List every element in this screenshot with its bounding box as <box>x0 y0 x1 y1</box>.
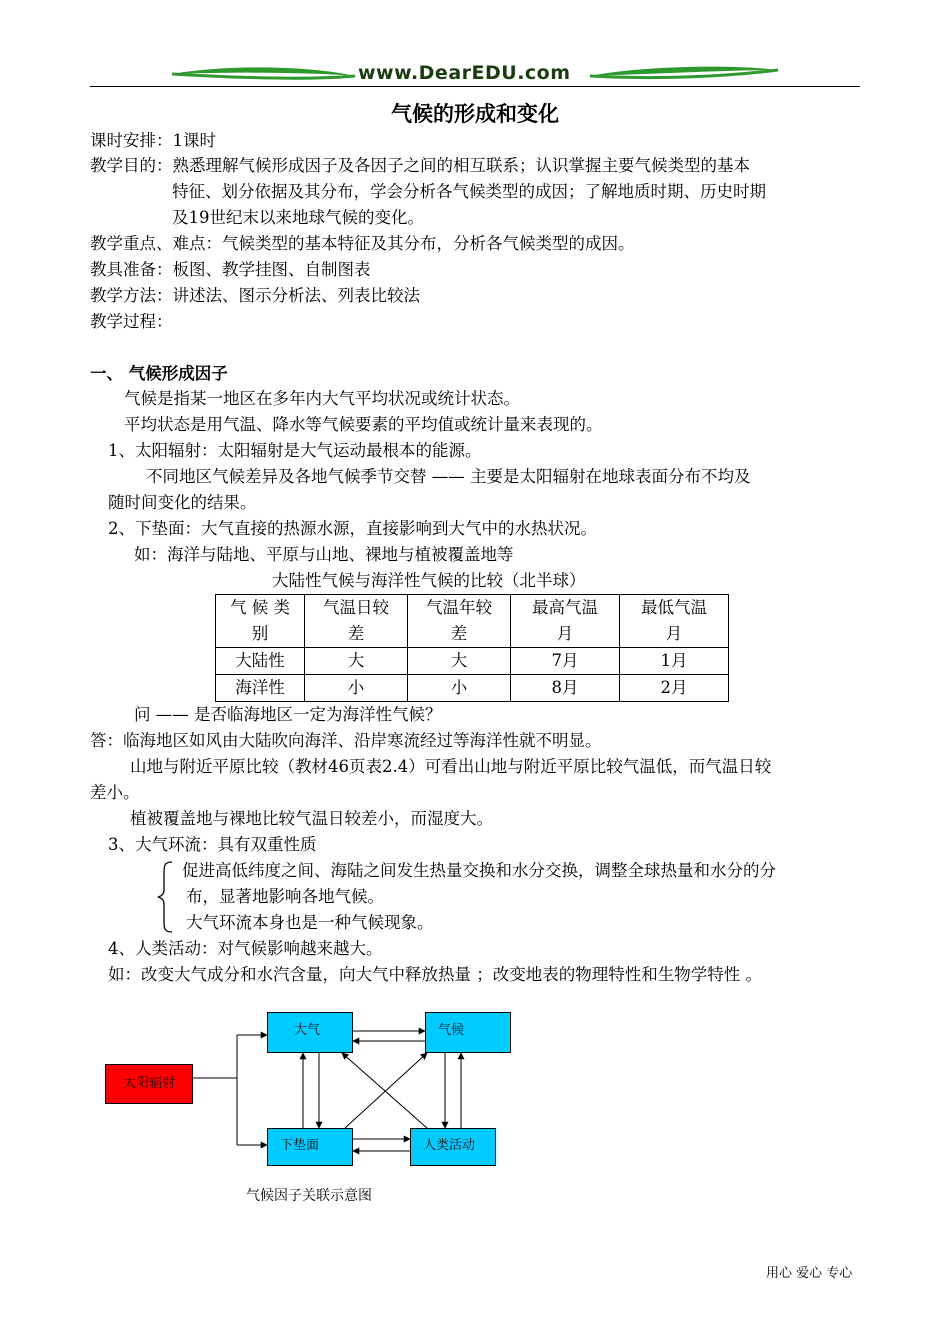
table-cell: 1月 <box>620 648 729 675</box>
mountain-line-1: 山地与附近平原比较（教材46页表2.4）可看出山地与附近平原比较气温低，而气温日较 <box>130 757 772 776</box>
factor-human: 4、人类活动：对气候影响越来越大。 <box>108 939 383 958</box>
table-cell: 7月 <box>511 648 620 675</box>
table-cell: 大 <box>305 648 408 675</box>
vegetation-line: 植被覆盖地与裸地比较气温日较差小，而湿度大。 <box>130 809 493 828</box>
table-cell: 8月 <box>511 675 620 702</box>
question: 问 —— 是否临海地区一定为海洋性气候？ <box>134 705 442 724</box>
node-atmosphere: 大气 <box>267 1012 353 1053</box>
table-header-cell: 气温年较 差 <box>408 595 511 648</box>
lesson-time: 课时安排：1课时 <box>90 131 216 150</box>
table-caption: 大陆性气候与海洋性气候的比较（北半球） <box>272 571 586 590</box>
factor-human-example: 如：改变大气成分和水汽含量，向大气中释放热量 ；改变地表的物理特性和生物学特性 。 <box>108 965 762 984</box>
tools: 教具准备：板图、教学挂图、自制图表 <box>90 260 371 279</box>
paragraph-definition: 气候是指某一地区在多年内大气平均状况或统计状态。 <box>124 389 520 408</box>
process: 教学过程： <box>90 312 173 331</box>
table-cell: 大陆性 <box>216 648 305 675</box>
factor-circulation: 3、大气环流：具有双重性质 <box>108 835 317 854</box>
table-cell: 小 <box>408 675 511 702</box>
left-brace <box>156 860 176 934</box>
circulation-a-line-2: 布，显著地影响各地气候。 <box>186 887 384 906</box>
page-title: 气候的形成和变化 <box>391 101 559 126</box>
table-row <box>216 675 729 702</box>
methods: 教学方法：讲述法、图示分析法、列表比较法 <box>90 286 420 305</box>
circulation-a-line-1: 促进高低纬度之间、海陆之间发生热量交换和水分交换，调整全球热量和水分的分 <box>182 861 776 880</box>
footer-text: 用心 爱心 专心 <box>766 1266 853 1281</box>
mountain-line-2: 差小。 <box>90 783 140 802</box>
table-row <box>216 648 729 675</box>
table-header-cell: 最高气温 月 <box>511 595 620 648</box>
factor-surface: 2、下垫面：大气直接的热源水源，直接影响到大气中的水热状况。 <box>108 519 597 538</box>
climate-comparison-table <box>215 594 729 702</box>
header-rule <box>90 86 860 87</box>
table-header-cell: 气温日较 差 <box>305 595 408 648</box>
purpose-line-3: 及19世纪末以来地球气候的变化。 <box>172 208 424 227</box>
factor-solar-detail-1: 不同地区气候差异及各地气候季节交替 —— 主要是太阳辐射在地球表面分布不均及 <box>146 467 751 486</box>
node-climate: 气候 <box>425 1012 511 1053</box>
table-cell: 海洋性 <box>216 675 305 702</box>
diagram-caption: 气候因子关联示意图 <box>246 1188 372 1204</box>
section-heading: 一、 气候形成因子 <box>90 364 228 383</box>
table-header-cell: 气 候 类 别 <box>216 595 305 648</box>
header-logo-text: www.DearEDU.com <box>358 62 571 84</box>
node-human: 人类活动 <box>410 1128 496 1166</box>
table-header-row <box>216 595 729 648</box>
node-surface: 下垫面 <box>267 1128 353 1166</box>
factor-solar-detail-2: 随时间变化的结果。 <box>108 493 257 512</box>
table-cell: 小 <box>305 675 408 702</box>
purpose-line-2: 特征、划分依据及其分布，学会分析各气候类型的成因；了解地质时期、历史时期 <box>172 182 766 201</box>
table-cell: 大 <box>408 648 511 675</box>
factor-surface-example: 如：海洋与陆地、平原与山地、裸地与植被覆盖地等 <box>134 545 514 564</box>
keypoints: 教学重点、难点：气候类型的基本特征及其分布，分析各气候类型的成因。 <box>90 234 635 253</box>
purpose-line-1: 教学目的：熟悉理解气候形成因子及各因子之间的相互联系；认识掌握主要气候类型的基本 <box>90 156 750 175</box>
table-cell: 2月 <box>620 675 729 702</box>
circulation-b: 大气环流本身也是一种气候现象。 <box>186 913 434 932</box>
factor-solar: 1、太阳辐射：太阳辐射是大气运动最根本的能源。 <box>108 441 482 460</box>
node-sun: 太阳辐射 <box>105 1064 193 1104</box>
paragraph-average: 平均状态是用气温、降水等气候要素的平均值或统计量来表现的。 <box>124 415 603 434</box>
answer: 答：临海地区如风由大陆吹向海洋、沿岸寒流经过等海洋性就不明显。 <box>90 731 602 750</box>
table-header-cell: 最低气温 月 <box>620 595 729 648</box>
